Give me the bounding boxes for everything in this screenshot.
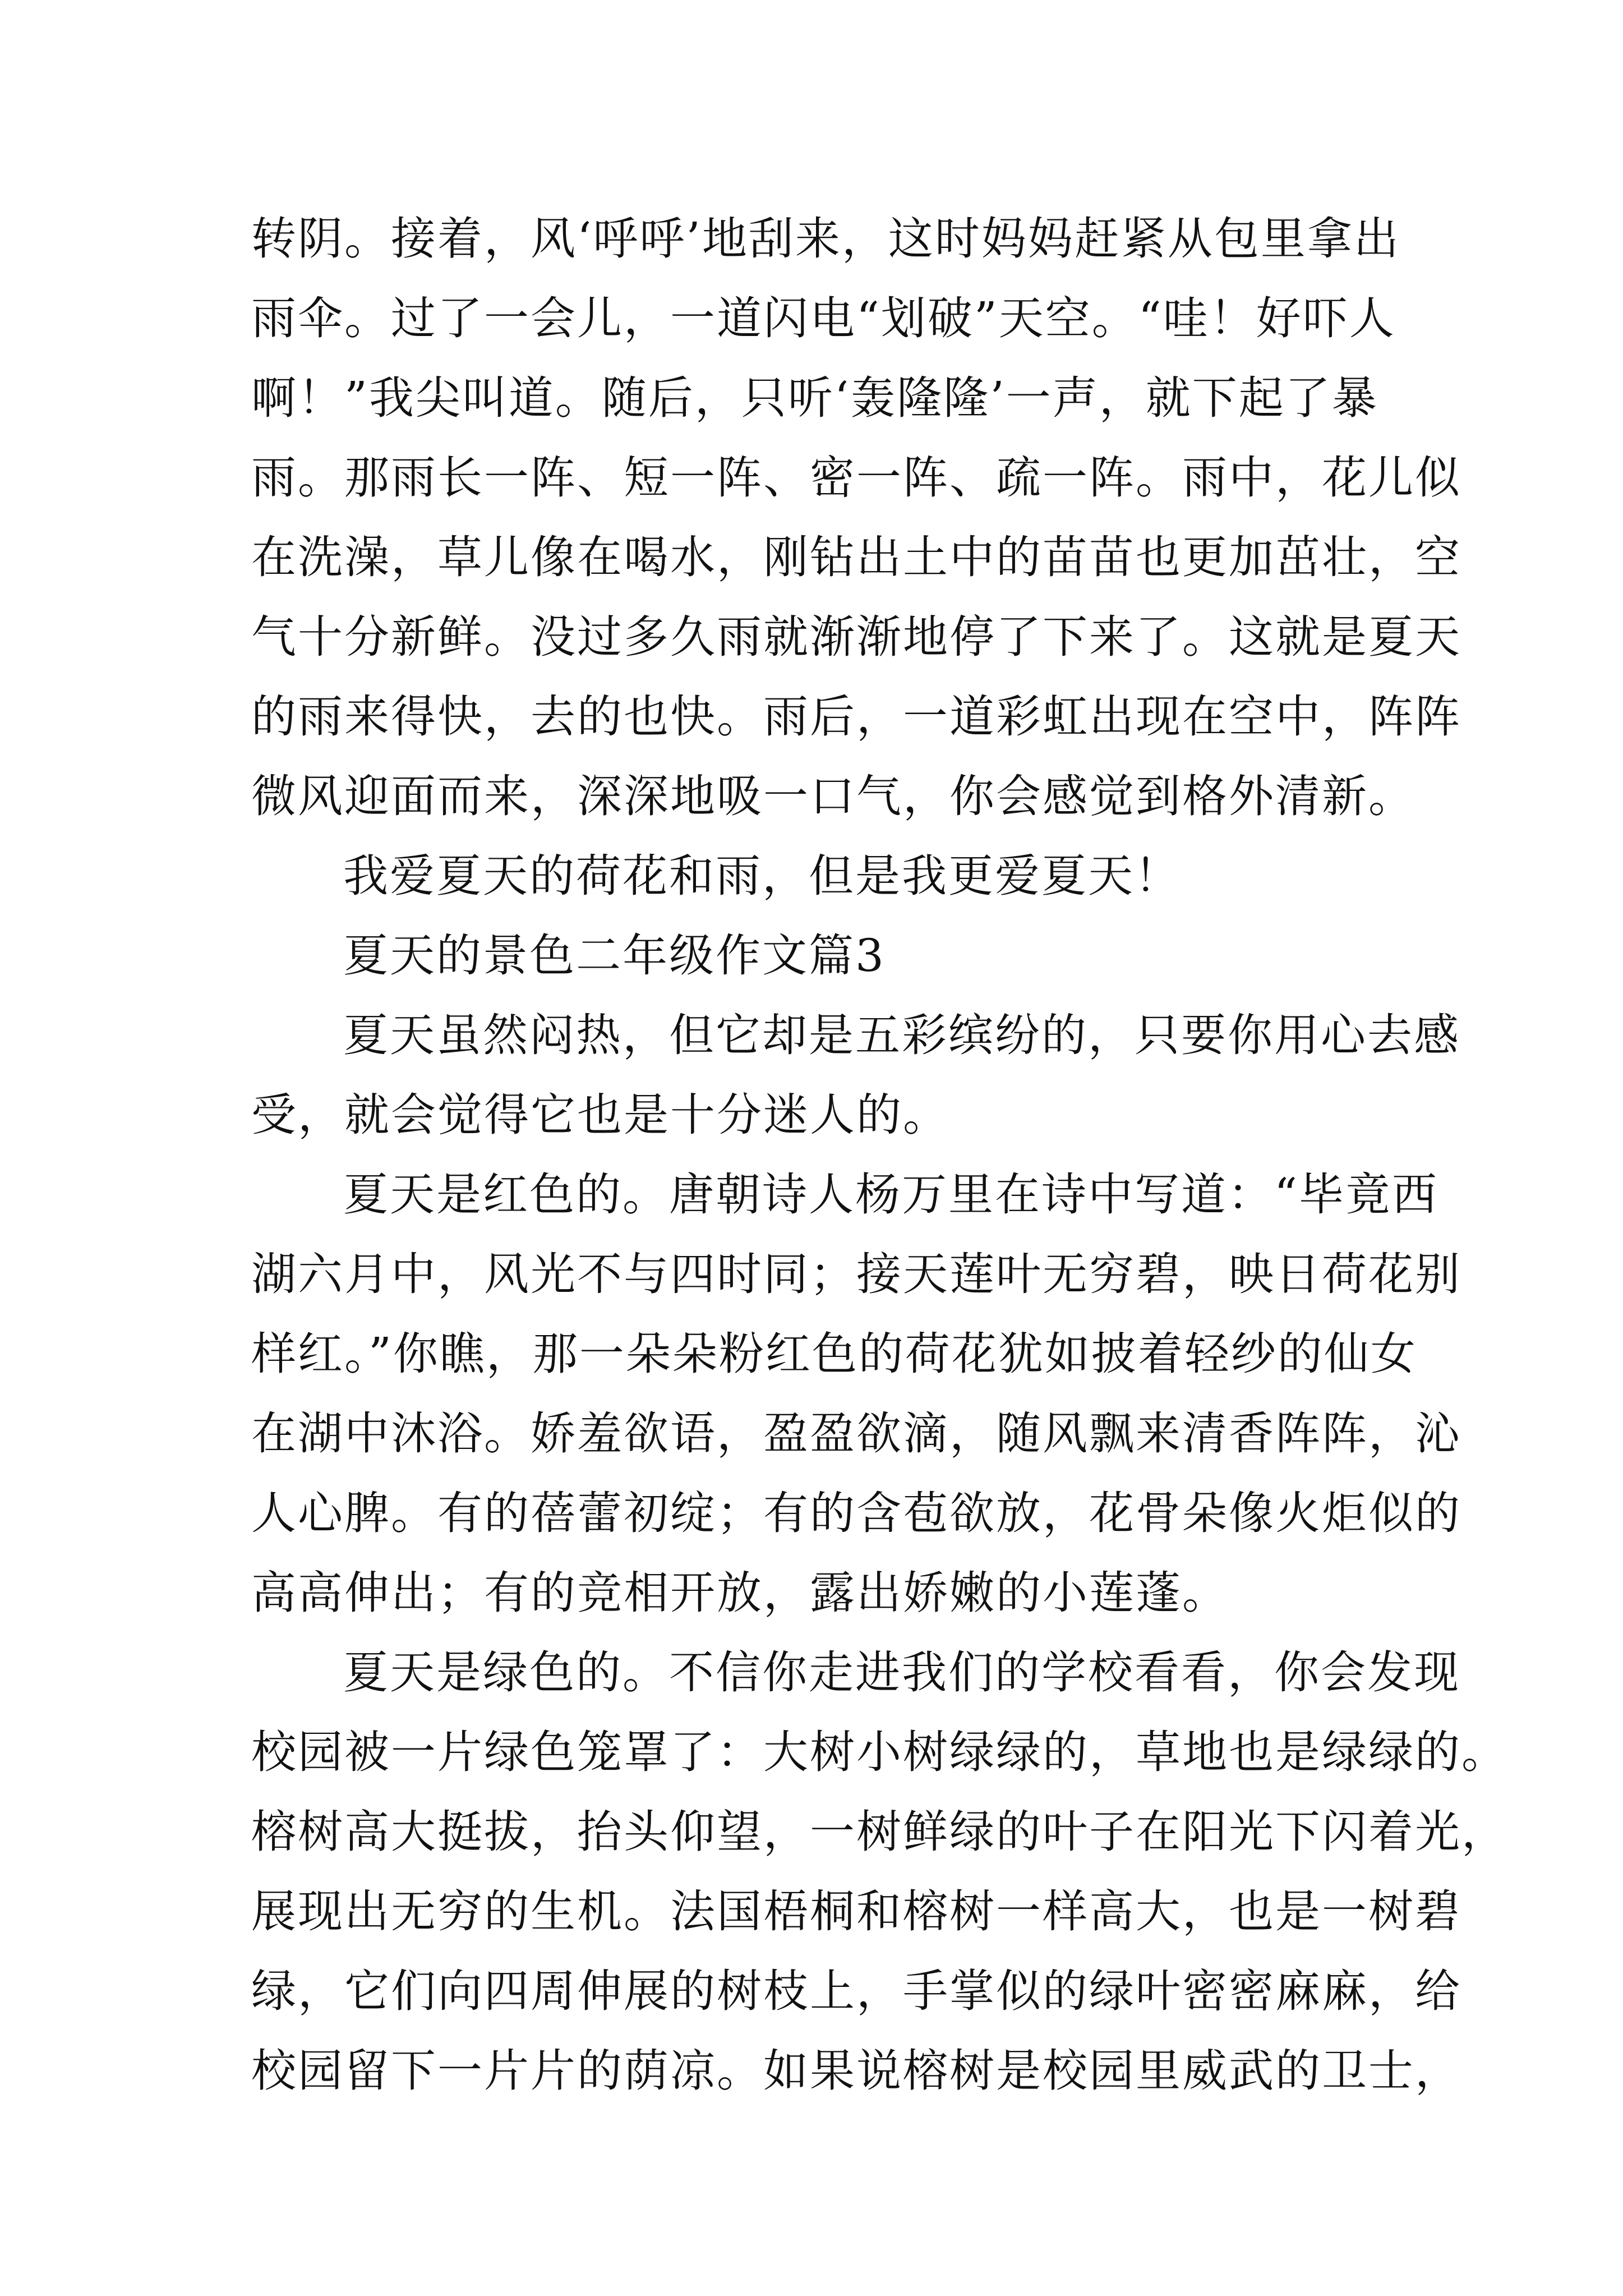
essay-body: [251, 199, 1508, 2111]
text-line: 雨。那雨长一阵、短一阵、密一阵、疏一阵。雨中，花儿似: [251, 452, 1461, 504]
text-line: 受，就会觉得它也是十分迷人的。: [251, 1089, 949, 1141]
text-line: 的雨来得快，去的也快。雨后，一道彩虹出现在空中，阵阵: [251, 691, 1461, 743]
text-line: 转阴。接着，风‘呼呼’地刮来，这时妈妈赶紧从包里拿出: [251, 213, 1400, 265]
section-heading: 夏天的景色二年级作文篇3: [343, 930, 886, 982]
text-line: 人心脾。有的蓓蕾初绽；有的含苞欲放，花骨朵像火炬似的: [251, 1487, 1461, 1539]
text-line: 气十分新鲜。没过多久雨就渐渐地停了下来了。这就是夏天: [251, 611, 1461, 663]
text-line: 湖六月中，风光不与四时同；接天莲叶无穷碧，映日荷花别: [251, 1248, 1461, 1300]
text-line: 样红。”你瞧，那一朵朵粉红色的荷花犹如披着轻纱的仙女: [251, 1328, 1417, 1380]
text-line: 绿，它们向四周伸展的树枝上，手掌似的绿叶密密麻麻，给: [251, 1965, 1461, 2017]
text-line: 夏天是红色的。唐朝诗人杨万里在诗中写道：“毕竟西: [343, 1168, 1438, 1221]
text-line: 校园留下一片片的荫凉。如果说榕树是校园里威武的卫士，: [251, 2045, 1461, 2097]
text-line: 榕树高大挺拔，抬头仰望，一树鲜绿的叶子在阳光下闪着光，: [251, 1806, 1508, 1858]
text-line: 夏天是绿色的。不信你走进我们的学校看看，你会发现: [343, 1646, 1460, 1699]
text-line: 校园被一片绿色笼罩了：大树小树绿绿的，草地也是绿绿的。: [251, 1726, 1508, 1778]
text-line: 雨伞。过了一会儿，一道闪电“划破”天空。“哇！好吓人: [251, 292, 1396, 344]
text-line: 啊！”我尖叫道。随后，只听‘轰隆隆’一声，就下起了暴: [251, 372, 1378, 424]
text-line: 我爱夏天的荷花和雨，但是我更爱夏天！: [343, 850, 1181, 902]
text-line: 微风迎面而来，深深地吸一口气，你会感觉到格外清新。: [251, 770, 1415, 822]
text-line: 夏天虽然闷热，但它却是五彩缤纷的，只要你用心去感: [343, 1009, 1460, 1061]
text-line: 在湖中沐浴。娇羞欲语，盈盈欲滴，随风飘来清香阵阵，沁: [251, 1407, 1461, 1460]
text-line: 在洗澡，草儿像在喝水，刚钻出土中的苗苗也更加茁壮，空: [251, 531, 1461, 583]
text-line: 高高伸出；有的竞相开放，露出娇嫩的小莲蓬。: [251, 1567, 1229, 1619]
text-line: 展现出无穷的生机。法国梧桐和榕树一样高大，也是一树碧: [251, 1885, 1461, 1938]
